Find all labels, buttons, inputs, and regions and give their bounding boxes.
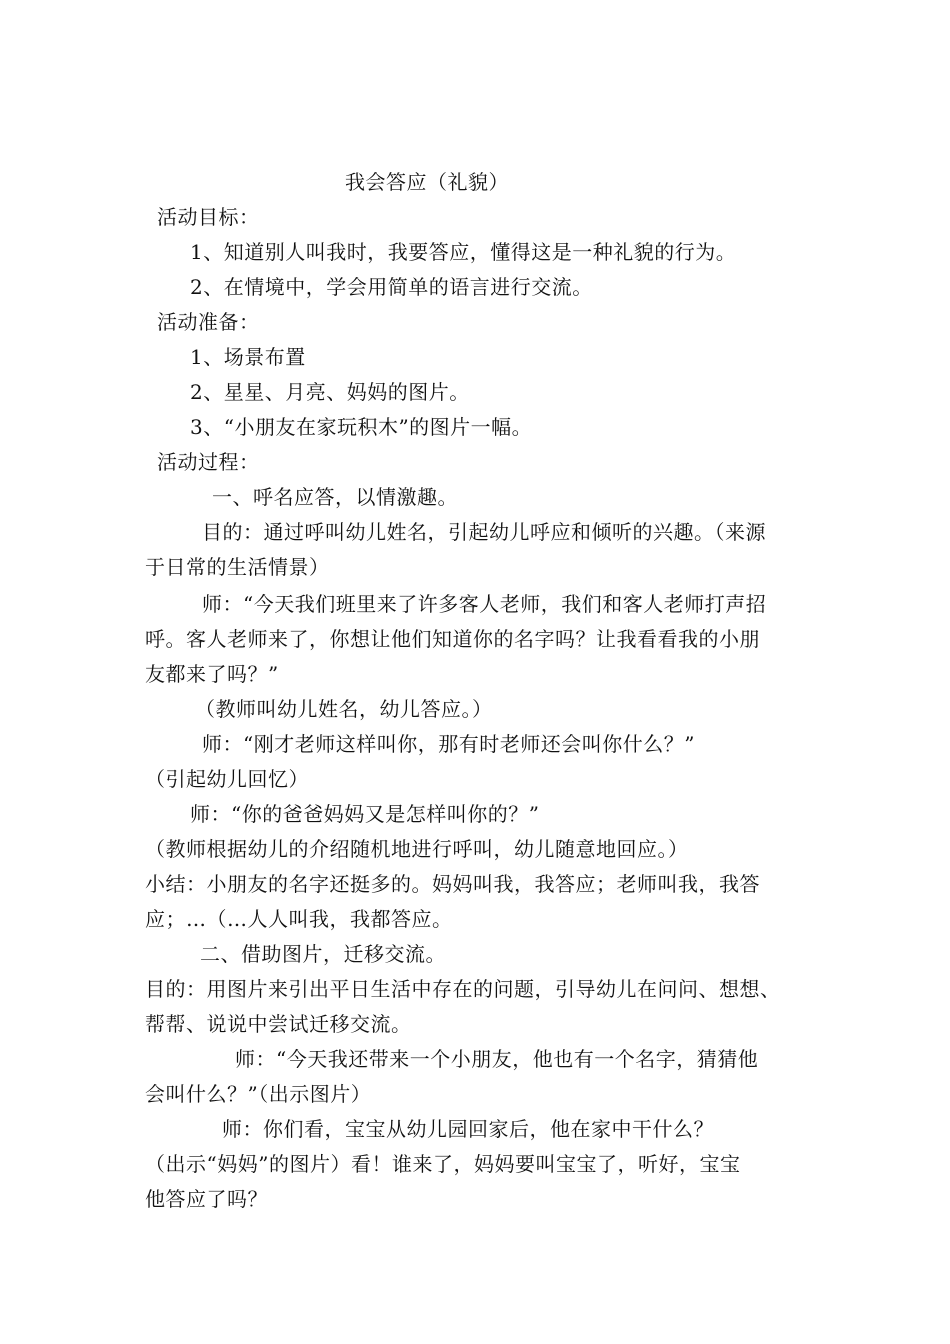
paragraph-line: 师：“你的爸爸妈妈又是怎样叫你的？” — [190, 802, 540, 826]
section-heading-process: 活动过程： — [157, 450, 260, 474]
paragraph-line: 师：“今天我还带来一个小朋友，他也有一个名字，猜猜他 — [235, 1047, 759, 1071]
paragraph-line: 于日常的生活情景） — [145, 555, 330, 579]
paragraph-line: 2、星星、月亮、妈妈的图片。 — [190, 380, 470, 404]
paragraph-line: 帮帮、说说中尝试迁移交流。 — [145, 1012, 412, 1036]
paragraph-line: 他答应了吗？ — [145, 1187, 268, 1211]
subsection-heading: 一、呼名应答，以情激趣。 — [212, 485, 458, 509]
paragraph-line: （引起幼儿回忆） — [145, 767, 309, 791]
section-heading-preparation: 活动准备： — [157, 310, 260, 334]
paragraph-line: 应；…（…人人叫我，我都答应。 — [145, 907, 453, 931]
paragraph-line: 呼。客人老师来了，你想让他们知道你的名字吗？让我看看我的小朋 — [145, 627, 760, 651]
paragraph-line: 师：“刚才老师这样叫你，那有时老师还会叫你什么？” — [202, 732, 695, 756]
paragraph-line: 师：你们看，宝宝从幼儿园回家后，他在家中干什么？ — [222, 1117, 714, 1141]
section-heading-goals: 活动目标： — [157, 205, 260, 229]
paragraph-line: 目的：用图片来引出平日生活中存在的问题，引导幼儿在问问、想想、 — [145, 977, 781, 1001]
paragraph-line: 小结：小朋友的名字还挺多的。妈妈叫我，我答应；老师叫我，我答 — [145, 872, 760, 896]
paragraph-line: 1、知道别人叫我时，我要答应，懂得这是一种礼貌的行为。 — [190, 240, 737, 264]
paragraph-line: 会叫什么？”（出示图片） — [145, 1082, 372, 1106]
paragraph-line: 友都来了吗？” — [145, 662, 279, 686]
paragraph-line: 1、场景布置 — [190, 345, 306, 369]
paragraph-line: 3、“小朋友在家玩积木”的图片一幅。 — [190, 415, 533, 439]
paragraph-line: （教师叫幼儿姓名，幼儿答应。） — [195, 697, 493, 721]
subsection-heading: 二、借助图片，迁移交流。 — [200, 942, 446, 966]
paragraph-line: 2、在情境中，学会用简单的语言进行交流。 — [190, 275, 593, 299]
paragraph-line: 目的：通过呼叫幼儿姓名，引起幼儿呼应和倾听的兴趣。（来源 — [202, 520, 766, 544]
page-title: 我会答应（礼貌） — [345, 170, 509, 194]
paragraph-line: （出示“妈妈”的图片）看！谁来了，妈妈要叫宝宝了，听好，宝宝 — [145, 1152, 741, 1176]
paragraph-line: （教师根据幼儿的介绍随机地进行呼叫，幼儿随意地回应。） — [145, 837, 689, 861]
paragraph-line: 师：“今天我们班里来了许多客人老师，我们和客人老师打声招 — [202, 592, 767, 616]
